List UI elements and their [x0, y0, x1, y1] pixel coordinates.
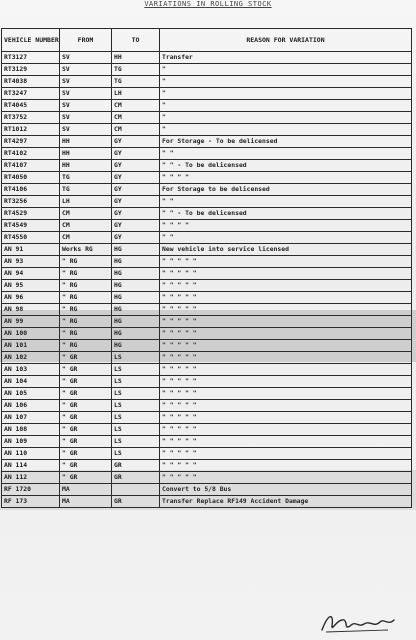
reason-cell: " " " " ": [160, 292, 412, 304]
to-cell: LS: [112, 448, 160, 460]
vehicle-number-cell: AN 112: [2, 472, 60, 484]
vehicle-number-cell: RT3752: [2, 112, 60, 124]
to-cell: HG: [112, 292, 160, 304]
to-cell: HG: [112, 268, 160, 280]
header-to: TO: [112, 29, 160, 52]
from-cell: " RG: [60, 268, 112, 280]
table-row: [2, 316, 412, 328]
from-cell: HH: [60, 148, 112, 160]
table-row: [2, 400, 412, 412]
table-row: [2, 148, 412, 160]
from-cell: SV: [60, 124, 112, 136]
from-cell: CM: [60, 220, 112, 232]
from-cell: TG: [60, 172, 112, 184]
vehicle-number-cell: AN 114: [2, 460, 60, 472]
from-cell: " RG: [60, 340, 112, 352]
from-cell: SV: [60, 112, 112, 124]
vehicle-number-cell: AN 93: [2, 256, 60, 268]
from-cell: CM: [60, 232, 112, 244]
from-cell: MA: [60, 496, 112, 508]
reason-cell: " " " " ": [160, 424, 412, 436]
from-cell: SV: [60, 52, 112, 64]
to-cell: GR: [112, 472, 160, 484]
from-cell: SV: [60, 100, 112, 112]
from-cell: " RG: [60, 328, 112, 340]
vehicle-number-cell: AN 109: [2, 436, 60, 448]
to-cell: CM: [112, 112, 160, 124]
table-row: [2, 196, 412, 208]
vehicle-number-cell: RT4106: [2, 184, 60, 196]
reason-cell: " " " " ": [160, 412, 412, 424]
vehicle-number-cell: RT3247: [2, 88, 60, 100]
from-cell: " GR: [60, 424, 112, 436]
table-row: [2, 64, 412, 76]
table-row: [2, 256, 412, 268]
vehicle-number-cell: AN 94: [2, 268, 60, 280]
from-cell: " RG: [60, 292, 112, 304]
reason-cell: " " - To be delicensed: [160, 160, 412, 172]
to-cell: LS: [112, 352, 160, 364]
vehicle-number-cell: AN 105: [2, 388, 60, 400]
table-row: [2, 496, 412, 508]
table-row: [2, 52, 412, 64]
table-row: [2, 160, 412, 172]
reason-cell: " " - To be delicensed: [160, 208, 412, 220]
table-row: [2, 112, 412, 124]
table-row: [2, 124, 412, 136]
from-cell: SV: [60, 64, 112, 76]
to-cell: GY: [112, 220, 160, 232]
reason-cell: " " " " ": [160, 256, 412, 268]
reason-cell: " " " " ": [160, 340, 412, 352]
table-row: [2, 352, 412, 364]
table-row: [2, 460, 412, 472]
to-cell: GR: [112, 496, 160, 508]
from-cell: " GR: [60, 472, 112, 484]
from-cell: HH: [60, 160, 112, 172]
table-row: [2, 88, 412, 100]
to-cell: LS: [112, 376, 160, 388]
to-cell: LH: [112, 88, 160, 100]
reason-cell: ": [160, 112, 412, 124]
table-row: [2, 184, 412, 196]
reason-cell: " " " " ": [160, 388, 412, 400]
from-cell: " GR: [60, 412, 112, 424]
to-cell: GR: [112, 460, 160, 472]
reason-cell: " " " " ": [160, 268, 412, 280]
to-cell: GY: [112, 184, 160, 196]
table-row: [2, 340, 412, 352]
vehicle-number-cell: AN 96: [2, 292, 60, 304]
reason-cell: " " " " ": [160, 316, 412, 328]
vehicle-number-cell: AN 107: [2, 412, 60, 424]
from-cell: MA: [60, 484, 112, 496]
table-row: [2, 424, 412, 436]
vehicle-number-cell: AN 91: [2, 244, 60, 256]
vehicle-number-cell: RT4102: [2, 148, 60, 160]
vehicle-number-cell: RT4550: [2, 232, 60, 244]
to-cell: HH: [112, 52, 160, 64]
from-cell: " GR: [60, 352, 112, 364]
vehicle-number-cell: AN 99: [2, 316, 60, 328]
reason-cell: " " " " ": [160, 304, 412, 316]
handwritten-signature: [318, 608, 398, 636]
from-cell: SV: [60, 76, 112, 88]
to-cell: HG: [112, 280, 160, 292]
reason-cell: " " " ": [160, 172, 412, 184]
vehicle-number-cell: AN 106: [2, 400, 60, 412]
reason-cell: " " " " ": [160, 460, 412, 472]
table-row: [2, 364, 412, 376]
to-cell: HG: [112, 256, 160, 268]
reason-cell: For Storage to be delicensed: [160, 184, 412, 196]
from-cell: " RG: [60, 304, 112, 316]
header-reason: REASON FOR VARIATION: [160, 29, 412, 52]
to-cell: LS: [112, 412, 160, 424]
to-cell: HG: [112, 340, 160, 352]
from-cell: HH: [60, 136, 112, 148]
to-cell: LS: [112, 388, 160, 400]
reason-cell: Transfer: [160, 52, 412, 64]
from-cell: " GR: [60, 376, 112, 388]
table-header-row: [2, 29, 412, 52]
from-cell: " RG: [60, 316, 112, 328]
table-row: [2, 232, 412, 244]
reason-cell: " " " " ": [160, 436, 412, 448]
to-cell: GY: [112, 208, 160, 220]
reason-cell: " " " " ": [160, 376, 412, 388]
vehicle-number-cell: RT1012: [2, 124, 60, 136]
table-row: [2, 172, 412, 184]
from-cell: CM: [60, 208, 112, 220]
to-cell: GY: [112, 196, 160, 208]
reason-cell: ": [160, 88, 412, 100]
to-cell: HG: [112, 244, 160, 256]
table-row: [2, 268, 412, 280]
from-cell: " GR: [60, 400, 112, 412]
to-cell: GY: [112, 160, 160, 172]
vehicle-number-cell: RF 173: [2, 496, 60, 508]
table-row: [2, 280, 412, 292]
table-row: [2, 412, 412, 424]
vehicle-number-cell: RF 1720: [2, 484, 60, 496]
vehicle-number-cell: RT3256: [2, 196, 60, 208]
reason-cell: " " " ": [160, 220, 412, 232]
vehicle-number-cell: RT4038: [2, 76, 60, 88]
from-cell: " GR: [60, 388, 112, 400]
vehicle-number-cell: AN 103: [2, 364, 60, 376]
table-row: [2, 484, 412, 496]
to-cell: LS: [112, 364, 160, 376]
to-cell: GY: [112, 136, 160, 148]
vehicle-number-cell: RT4050: [2, 172, 60, 184]
reason-cell: " ": [160, 232, 412, 244]
header-from: FROM: [60, 29, 112, 52]
table-row: [2, 292, 412, 304]
table-row: [2, 472, 412, 484]
to-cell: GY: [112, 148, 160, 160]
table-row: [2, 244, 412, 256]
to-cell: TG: [112, 76, 160, 88]
vehicle-number-cell: AN 101: [2, 340, 60, 352]
reason-cell: New vehicle into service licensed: [160, 244, 412, 256]
table-row: [2, 328, 412, 340]
from-cell: " GR: [60, 460, 112, 472]
table-row: [2, 304, 412, 316]
table-row: [2, 76, 412, 88]
reason-cell: " ": [160, 196, 412, 208]
to-cell: GY: [112, 232, 160, 244]
table-row: [2, 388, 412, 400]
vehicle-number-cell: AN 95: [2, 280, 60, 292]
from-cell: TG: [60, 184, 112, 196]
vehicle-number-cell: AN 110: [2, 448, 60, 460]
reason-cell: " " " " ": [160, 400, 412, 412]
to-cell: LS: [112, 424, 160, 436]
from-cell: " GR: [60, 364, 112, 376]
vehicle-number-cell: RT4107: [2, 160, 60, 172]
document-title: VARIATIONS IN ROLLING STOCK: [144, 0, 272, 8]
vehicle-number-cell: RT4297: [2, 136, 60, 148]
from-cell: " RG: [60, 256, 112, 268]
to-cell: GY: [112, 172, 160, 184]
table-row: [2, 220, 412, 232]
reason-cell: ": [160, 64, 412, 76]
reason-cell: " " " " ": [160, 328, 412, 340]
reason-cell: Convert to 5/8 Bus: [160, 484, 412, 496]
table-row: [2, 100, 412, 112]
reason-cell: " " " " ": [160, 472, 412, 484]
table-row: [2, 376, 412, 388]
table-row: [2, 436, 412, 448]
reason-cell: " " " " ": [160, 352, 412, 364]
from-cell: Works RG: [60, 244, 112, 256]
vehicle-number-cell: AN 100: [2, 328, 60, 340]
to-cell: LS: [112, 436, 160, 448]
reason-cell: ": [160, 124, 412, 136]
from-cell: " RG: [60, 280, 112, 292]
reason-cell: ": [160, 76, 412, 88]
variations-table: [1, 28, 412, 508]
table-row: [2, 136, 412, 148]
vehicle-number-cell: RT3129: [2, 64, 60, 76]
reason-cell: For Storage - To be delicensed: [160, 136, 412, 148]
vehicle-number-cell: AN 108: [2, 424, 60, 436]
to-cell: HG: [112, 316, 160, 328]
to-cell: HG: [112, 304, 160, 316]
reason-cell: " " " " ": [160, 448, 412, 460]
vehicle-number-cell: RT4529: [2, 208, 60, 220]
vehicle-number-cell: AN 98: [2, 304, 60, 316]
reason-cell: " " " " ": [160, 364, 412, 376]
vehicle-number-cell: RT3127: [2, 52, 60, 64]
reason-cell: Transfer Replace RF149 Accident Damage: [160, 496, 412, 508]
header-vehicle-number: VEHICLE NUMBER: [2, 29, 60, 52]
reason-cell: " " " " ": [160, 280, 412, 292]
vehicle-number-cell: RT4045: [2, 100, 60, 112]
from-cell: " GR: [60, 436, 112, 448]
to-cell: TG: [112, 64, 160, 76]
vehicle-number-cell: AN 104: [2, 376, 60, 388]
from-cell: LH: [60, 196, 112, 208]
reason-cell: " ": [160, 148, 412, 160]
from-cell: " GR: [60, 448, 112, 460]
vehicle-number-cell: AN 102: [2, 352, 60, 364]
to-cell: HG: [112, 328, 160, 340]
vehicle-number-cell: RT4549: [2, 220, 60, 232]
table-row: [2, 448, 412, 460]
table-row: [2, 208, 412, 220]
to-cell: CM: [112, 124, 160, 136]
to-cell: [112, 484, 160, 496]
reason-cell: ": [160, 100, 412, 112]
to-cell: CM: [112, 100, 160, 112]
to-cell: LS: [112, 400, 160, 412]
from-cell: SV: [60, 88, 112, 100]
table-body: [2, 52, 412, 508]
